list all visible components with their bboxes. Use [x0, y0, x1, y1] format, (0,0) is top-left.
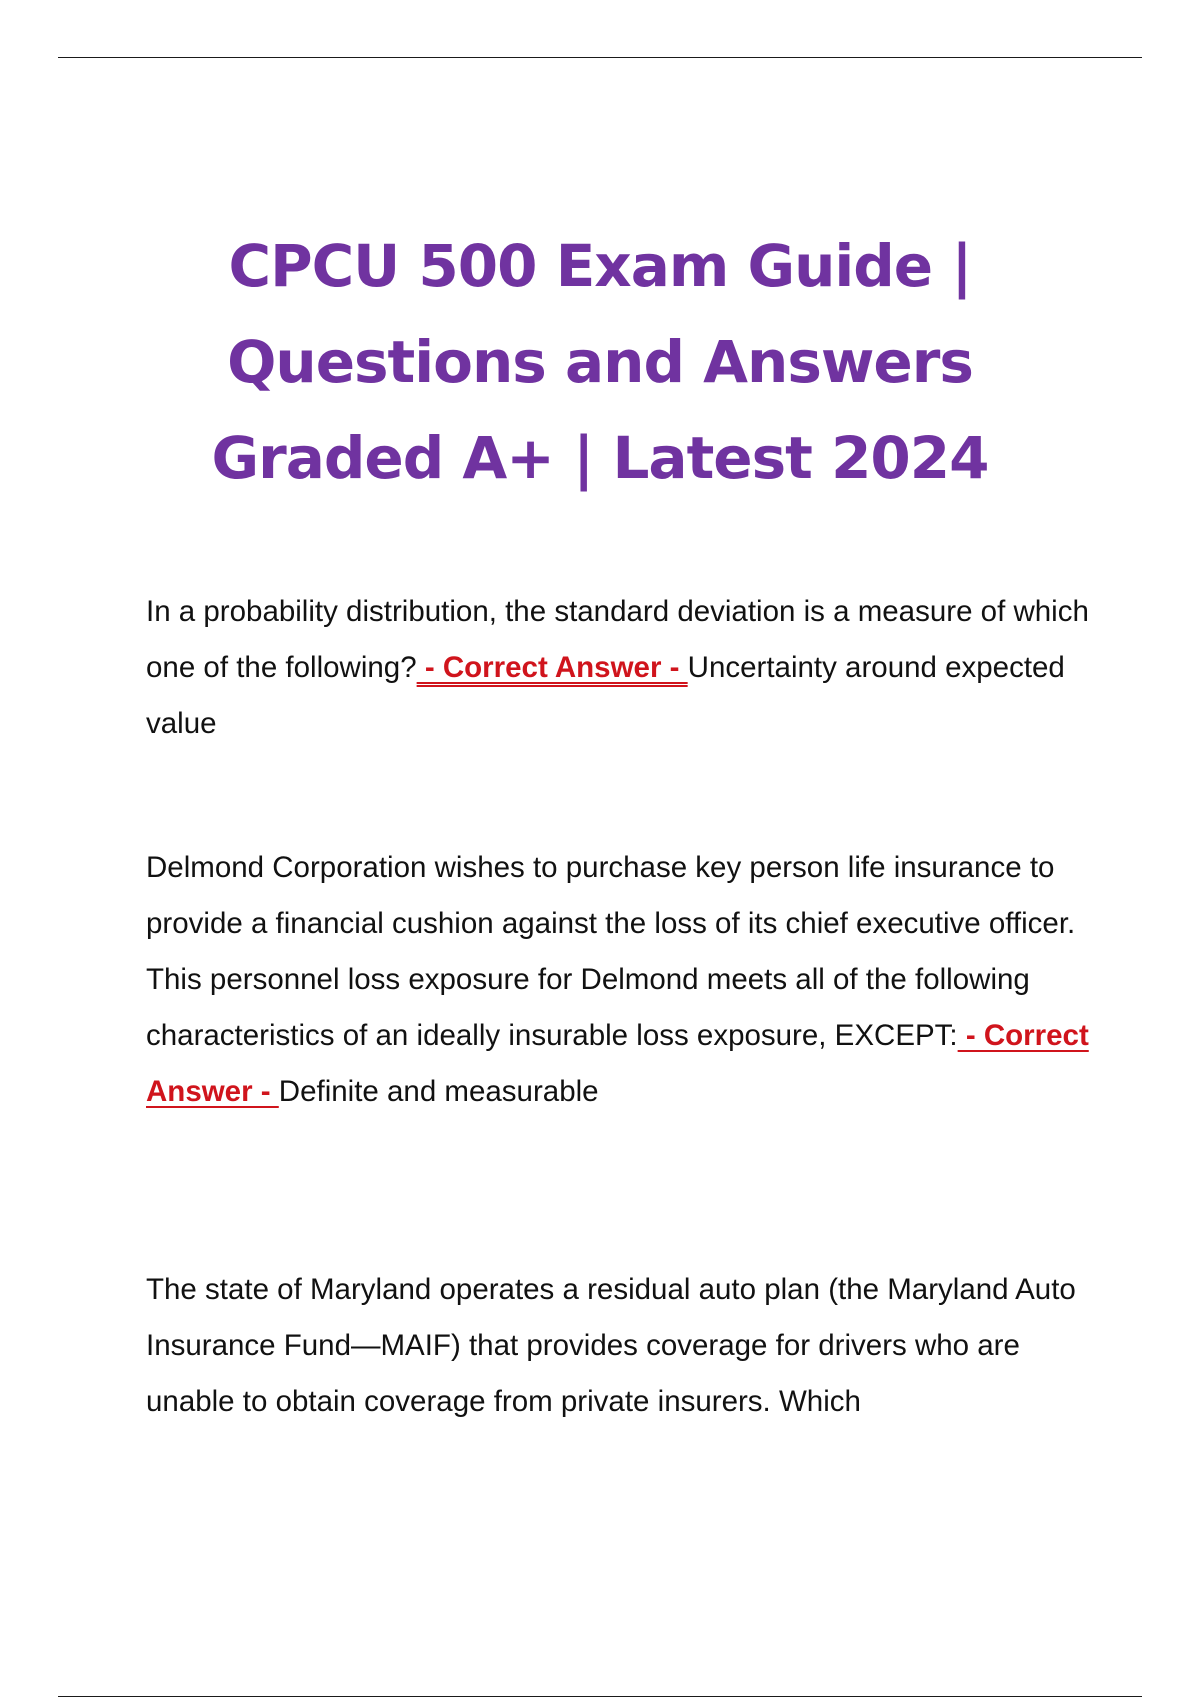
- bottom-divider: [58, 1696, 1142, 1697]
- question-item: [146, 584, 1096, 752]
- answer-text: Definite and measurable: [278, 1075, 599, 1108]
- top-divider: [58, 57, 1142, 58]
- question-text: In a probability distribution, the standard deviation is a measure of which one of the following?: [146, 595, 1089, 684]
- question-item: [146, 1262, 1096, 1430]
- correct-answer-marker: - Correct Answer -: [146, 1019, 1089, 1108]
- question-item: [146, 840, 1096, 1120]
- document-title: CPCU 500 Exam Guide | Questions and Answers Graded A+ | Latest 2024: [211, 232, 989, 492]
- answer-text: Uncertainty around expected value: [146, 651, 1065, 740]
- question-text: Delmond Corporation wishes to purchase key person life insurance to provide a financial cushion against the loss of its chief executive officer. This personnel loss exposure for Delmond meets all of the following characteristics of an ideally insurable loss exposure, EXCEPT:: [146, 851, 1076, 1052]
- correct-answer-marker: - Correct Answer -: [416, 651, 688, 684]
- question-text: The state of Maryland operates a residual auto plan (the Maryland Auto Insurance Fund—MAIF) that provides coverage for drivers who are unable to obtain coverage from private insurers. Which: [146, 1273, 1076, 1418]
